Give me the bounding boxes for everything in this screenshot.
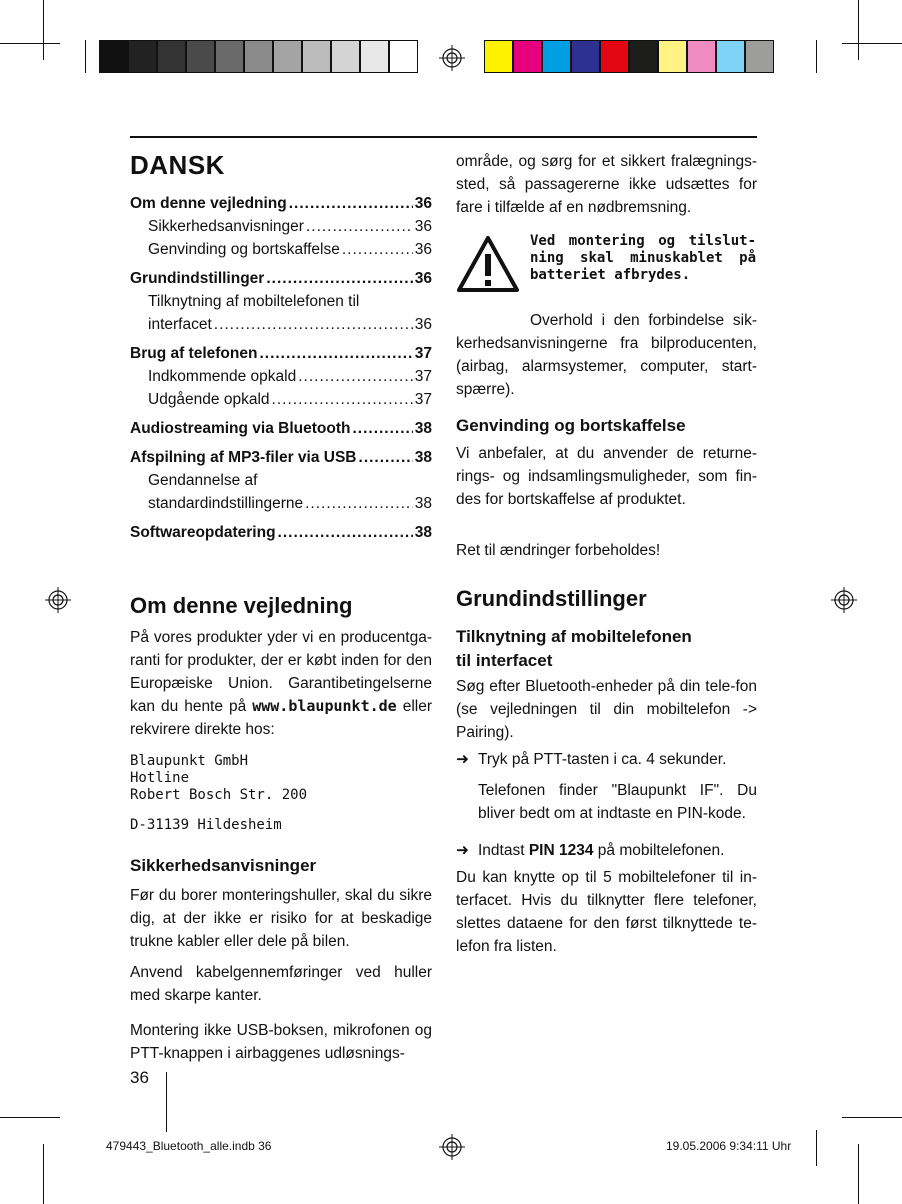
crop-mark bbox=[816, 40, 817, 73]
toc-page: 36 bbox=[414, 316, 432, 333]
crop-mark bbox=[85, 40, 86, 73]
blaupunkt-url-link[interactable]: www.blaupunkt.de bbox=[252, 697, 397, 715]
gray-swatch bbox=[128, 40, 157, 73]
pairing-paragraph: Søg efter Bluetooth-enheder på din tele-fon (se vejledningen til din mobiltelefon -> Pairing). bbox=[456, 678, 757, 741]
toc-page: 36 bbox=[414, 270, 432, 287]
color-swatch bbox=[542, 40, 571, 73]
arrow-right-icon: ➜ bbox=[456, 842, 469, 859]
reserve-note: Ret til ændringer forbeholdes! bbox=[456, 542, 661, 559]
toc-label: Softwareopdatering bbox=[130, 524, 276, 541]
color-swatch bbox=[600, 40, 629, 73]
crop-mark bbox=[0, 43, 60, 44]
registration-mark-icon bbox=[831, 587, 857, 613]
pairing-heading-line: Tilknytning af mobiltelefonen bbox=[456, 627, 692, 646]
safety-continued-paragraph: område, og sørg for et sikkert fralægnings-sted, så passagererne ikke udsættes for fare i tilfælde af en nødbremsning. bbox=[456, 153, 757, 216]
toc-entry[interactable] bbox=[130, 388, 432, 411]
about-heading: Om denne vejledning bbox=[130, 593, 353, 618]
left-column bbox=[130, 150, 432, 1065]
crop-mark bbox=[816, 1130, 817, 1166]
warning-title: Ved montering og tilslut-ning skal minuskablet på batteriet afbrydes. bbox=[530, 233, 756, 283]
toc-leader bbox=[305, 492, 413, 515]
color-swatch bbox=[745, 40, 774, 73]
address-line: Hotline bbox=[130, 770, 190, 786]
toc-leader bbox=[278, 521, 413, 544]
toc-leader bbox=[352, 417, 412, 440]
crop-mark bbox=[842, 1117, 902, 1118]
step-text: Indtast bbox=[478, 842, 525, 859]
toc-leader bbox=[359, 446, 413, 469]
toc-page: 36 bbox=[414, 241, 432, 258]
table-of-contents bbox=[130, 192, 432, 544]
step-text: på mobiltelefonen. bbox=[597, 842, 725, 859]
slug-filename: 479443_Bluetooth_alle.indb 36 bbox=[106, 1139, 272, 1153]
color-swatch bbox=[571, 40, 600, 73]
warning-triangle-icon bbox=[456, 235, 520, 293]
toc-leader bbox=[306, 215, 413, 238]
toc-entry[interactable] bbox=[130, 417, 432, 440]
toc-entry[interactable] bbox=[130, 290, 432, 313]
safety-paragraph: Før du borer monteringshuller, skal du sikre dig, at der ikke er risiko for at beskadige trukne kabler eller dele på bilen. bbox=[130, 887, 432, 950]
toc-label: Grundindstillinger bbox=[130, 270, 265, 287]
gray-swatch bbox=[244, 40, 273, 73]
toc-leader bbox=[298, 365, 413, 388]
about-text: På vores produkter yder vi en producentga-ranti for produkter, der er købt inden for den Europæiske Union. Garantibetingelserne kan du hente på bbox=[130, 629, 432, 715]
toc-entry[interactable] bbox=[130, 313, 432, 336]
color-swatch bbox=[629, 40, 658, 73]
color-swatch bbox=[716, 40, 745, 73]
toc-entry[interactable] bbox=[130, 215, 432, 238]
toc-entry[interactable] bbox=[130, 365, 432, 388]
toc-page: 37 bbox=[414, 368, 432, 385]
gray-swatch bbox=[99, 40, 128, 73]
toc-page: 36 bbox=[414, 195, 432, 212]
gray-swatch bbox=[157, 40, 186, 73]
toc-entry[interactable] bbox=[130, 469, 432, 492]
crop-mark bbox=[43, 0, 44, 60]
toc-label: Tilknytning af mobiltelefonen til bbox=[148, 293, 360, 310]
gray-swatch bbox=[389, 40, 418, 73]
address-line: Blaupunkt GmbH bbox=[130, 753, 249, 769]
registration-mark-icon bbox=[45, 587, 71, 613]
basic-settings-heading: Grundindstillinger bbox=[456, 586, 647, 611]
arrow-right-icon: ➜ bbox=[456, 751, 469, 768]
color-swatch bbox=[484, 40, 513, 73]
toc-label: Afspilning af MP3-filer via USB bbox=[130, 449, 357, 466]
toc-page: 37 bbox=[414, 391, 432, 408]
crop-mark bbox=[858, 1144, 859, 1204]
step-item bbox=[456, 748, 757, 771]
toc-entry[interactable] bbox=[130, 521, 432, 544]
pairing-heading-line: til interfacet bbox=[456, 651, 553, 670]
toc-entry[interactable] bbox=[130, 238, 432, 261]
safety-paragraph: Anvend kabelgennemføringer ved huller med skarpe kanter. bbox=[130, 964, 432, 1004]
crop-mark bbox=[166, 1072, 167, 1132]
crop-mark bbox=[858, 0, 859, 60]
toc-label: Om denne vejledning bbox=[130, 195, 287, 212]
toc-label: standardindstillingerne bbox=[148, 495, 304, 512]
about-paragraph bbox=[130, 626, 432, 741]
toc-page: 38 bbox=[414, 449, 432, 466]
registration-mark-icon bbox=[439, 45, 465, 71]
slug-date: 19.05.2006 9:34:11 Uhr bbox=[666, 1139, 792, 1153]
gray-swatch bbox=[186, 40, 215, 73]
warning-block bbox=[456, 233, 757, 297]
toc-label: Gendannelse af bbox=[148, 472, 258, 489]
toc-label: interfacet bbox=[148, 316, 212, 333]
crop-mark bbox=[0, 1117, 60, 1118]
color-swatch bbox=[513, 40, 542, 73]
safety-heading: Sikkerhedsanvisninger bbox=[130, 856, 317, 875]
right-column bbox=[456, 150, 757, 958]
toc-leader bbox=[289, 192, 413, 215]
address-block bbox=[130, 753, 432, 834]
registration-mark-icon bbox=[439, 1134, 465, 1160]
toc-leader bbox=[342, 238, 413, 261]
final-paragraph: Du kan knytte op til 5 mobiltelefoner til in-terfacet. Hvis du tilknytter flere telefoner, slettes dataene for den først tilknyttede te-lefon fra listen. bbox=[456, 869, 757, 955]
step-result: Telefonen finder "Blaupunkt IF". Du bliver bedt om at indtaste en PIN-kode. bbox=[478, 782, 757, 822]
toc-page: 38 bbox=[414, 524, 432, 541]
gray-swatch bbox=[331, 40, 360, 73]
color-swatch bbox=[687, 40, 716, 73]
pairing-heading bbox=[456, 625, 757, 673]
toc-leader bbox=[266, 267, 412, 290]
safety-paragraph: Montering ikke USB-boksen, mikrofonen og PTT-knappen i airbaggenes udløsnings- bbox=[130, 1022, 432, 1062]
toc-label: Brug af telefonen bbox=[130, 345, 258, 362]
gray-swatch bbox=[302, 40, 331, 73]
toc-entry[interactable] bbox=[130, 342, 432, 365]
toc-entry[interactable] bbox=[130, 192, 432, 215]
crop-mark bbox=[842, 43, 902, 44]
pin-code: PIN 1234 bbox=[528, 842, 594, 859]
gray-swatch bbox=[273, 40, 302, 73]
page-number: 36 bbox=[130, 1068, 149, 1087]
toc-label: Sikkerhedsanvisninger bbox=[148, 218, 304, 235]
gray-swatch bbox=[215, 40, 244, 73]
recycle-heading: Genvinding og bortskaffelse bbox=[456, 416, 686, 435]
toc-label: Indkommende opkald bbox=[148, 368, 297, 385]
toc-entry[interactable] bbox=[130, 267, 432, 290]
address-line: Robert Bosch Str. 200 bbox=[130, 787, 308, 803]
toc-leader bbox=[272, 388, 413, 411]
color-swatch bbox=[658, 40, 687, 73]
recycle-paragraph: Vi anbefaler, at du anvender de returne-rings- og indsamlingsmuligheder, som fin-des for bortskaffelse af produktet. bbox=[456, 445, 757, 508]
address-line: D-31139 Hildesheim bbox=[130, 817, 282, 833]
toc-leader bbox=[259, 342, 412, 365]
toc-label: Genvinding og bortskaffelse bbox=[148, 241, 340, 258]
toc-page: 38 bbox=[414, 420, 432, 437]
toc-page: 37 bbox=[414, 345, 432, 362]
toc-entry[interactable] bbox=[130, 492, 432, 515]
toc-label: Udgående opkald bbox=[148, 391, 270, 408]
toc-page: 36 bbox=[414, 218, 432, 235]
language-heading: DANSK bbox=[130, 150, 225, 180]
toc-label: Audiostreaming via Bluetooth bbox=[130, 420, 351, 437]
step-item bbox=[456, 839, 757, 862]
gray-swatch bbox=[360, 40, 389, 73]
header-rule bbox=[130, 136, 757, 138]
step-text: Tryk på PTT-tasten i ca. 4 sekunder. bbox=[478, 751, 727, 768]
toc-leader bbox=[214, 313, 413, 336]
warning-paragraph: Overhold i den forbindelse sik-kerhedsanvisningerne fra bilproducenten, (airbag, alarmsystemer, computer, start-spærre). bbox=[456, 312, 757, 398]
crop-mark bbox=[43, 1144, 44, 1204]
about-text-end: eller rekvirere direkte hos: bbox=[130, 698, 433, 738]
toc-page: 38 bbox=[414, 495, 432, 512]
toc-entry[interactable] bbox=[130, 446, 432, 469]
